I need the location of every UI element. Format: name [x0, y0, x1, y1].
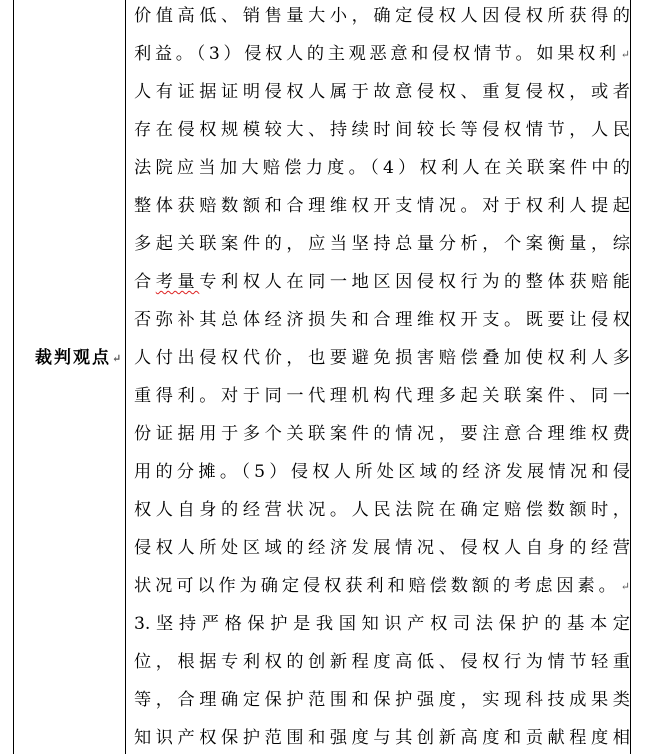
text-line: 权人自身的经营状况。人民法院在确定赔偿数额时，	[134, 500, 630, 520]
text-line: 合考量专利权人在同一地区因侵权行为的整体获赔能	[134, 272, 630, 292]
spellcheck-underline: 考量	[155, 272, 200, 292]
paragraph-mark-icon: ↵	[620, 579, 630, 593]
text-line: 份证据用于多个关联案件的情况，要注意合理维权费	[134, 424, 630, 444]
text-line: 知识产权保护范围和强度与其创新高度和贡献程度相	[134, 728, 630, 748]
text-line: 等，合理确定保护范围和保护强度，实现科技成果类	[134, 690, 630, 710]
row-label	[35, 343, 123, 368]
text-line: 重得利。对于同一代理机构代理多起关联案件、同一	[134, 386, 630, 406]
text-line: 位，根据专利权的创新程度高低、侵权行为情节轻重	[134, 652, 630, 672]
text-line: 法院应当加大赔偿力度。（4）权利人在关联案件中的	[134, 158, 630, 178]
text-line: 利益。（3）侵权人的主观恶意和侵权情节。如果权利↵	[134, 40, 630, 68]
text-line: 整体获赔数额和合理维权开支情况。对于权利人提起	[134, 196, 630, 216]
text-line: 状况可以作为确定侵权获利和赔偿数额的考虑因素。↵	[134, 572, 630, 600]
text-line: 否弥补其总体经济损失和合理维权开支。既要让侵权	[134, 310, 630, 330]
paragraph-mark-icon: ↵	[620, 47, 630, 61]
text-line: 价值高低、销售量大小，确定侵权人因侵权所获得的	[134, 6, 630, 26]
content-cell	[126, 0, 630, 754]
text-line: 人有证据证明侵权人属于故意侵权、重复侵权，或者	[134, 82, 630, 102]
label-cell	[14, 0, 125, 754]
text-line: 3.坚持严格保护是我国知识产权司法保护的基本定	[134, 614, 630, 634]
text-line: 多起关联案件的，应当坚持总量分析，个案衡量，综	[134, 234, 630, 254]
row-label-text: 裁判观点	[35, 348, 111, 368]
table-border-right	[630, 0, 631, 754]
paragraph-mark-icon: ↵	[112, 352, 124, 365]
text-line: 存在侵权规模较大、持续时间较长等侵权情节，人民	[134, 120, 630, 140]
text-line: 用的分摊。（5）侵权人所处区域的经济发展情况和侵	[134, 462, 630, 482]
text-line: 人付出侵权代价，也要避免损害赔偿叠加使权利人多	[134, 348, 630, 368]
text-line: 侵权人所处区域的经济发展情况、侵权人自身的经营	[134, 538, 630, 558]
